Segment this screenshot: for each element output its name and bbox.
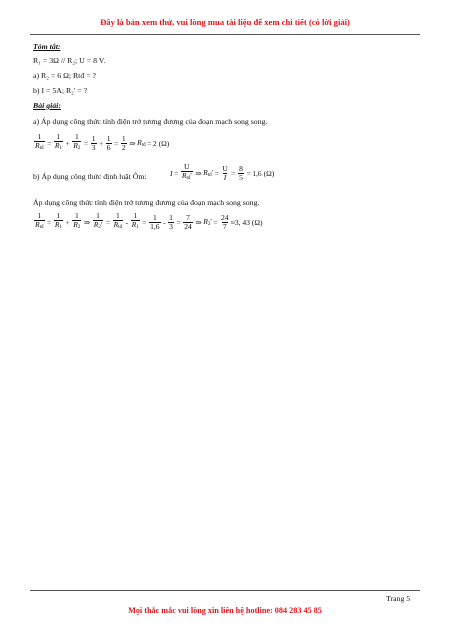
summary-line-2: a) R₂ = 6 Ω; Rtđ = ? [33, 71, 96, 80]
equation-3: $\frac{1}{R_{tđ}}$ = $\frac{1}{R_1}$ + $\frac{1}{R_2}$ ⇒ $\frac{1}{R_2'}$ = $\frac{1}{R_{tđ}}$ - $\frac{1}{R_1}$ = $\frac{1}{1,6}$ - $\frac{1}{3}$ = $\frac{7}{24}$ ⇒ $R_2'$ = $\frac{24}{7}$ ≈3, 43 (Ω) [35, 211, 263, 231]
solution-title: Bài giải: [33, 101, 61, 110]
hotline-footer: Mọi thắc mắc vui lòng xin liên hệ hotline: 084 283 45 85 [128, 606, 322, 615]
page-number: Trang 5 [386, 594, 411, 603]
part-b-text: b) Áp dụng công thức định luật Ôm: [33, 172, 147, 181]
footer-divider [30, 590, 420, 591]
part-b2-text: Áp dụng công thức tính điện trở tương đương của đoạn mạch song song. [33, 198, 260, 207]
header-divider [30, 34, 420, 35]
summary-title: Tóm tắt: [33, 42, 61, 51]
equation-1: $\frac{1}{R_{tđ}}$ = $\frac{1}{R_1}$ + $\frac{1}{R_2}$ = $\frac{1}{3}$ + $\frac{1}{6}$ = $\frac{1}{2}$ ⇒ $R_{tđ}$ = 2 (Ω) [35, 132, 170, 152]
part-a-text: a) Áp dụng công thức tính điện trở tương đương của đoạn mạch song song. [33, 117, 268, 126]
summary-line-1: R₁ = 3Ω // R₂; U = 8 V. [33, 56, 106, 65]
equation-2: I = $\frac{U}{R_{tđ}'}$ ⇒ $R_{tđ}'$ = $\frac{U}{I}$ = $\frac{8}{5}$ = 1,6 (Ω) [170, 162, 275, 182]
summary-line-3: b) I = 5A; R₂' = ? [33, 86, 88, 95]
preview-banner: Đây là bản xem thử, vui lòng mua tài liệu để xem chi tiết (có lời giải) [100, 17, 350, 27]
